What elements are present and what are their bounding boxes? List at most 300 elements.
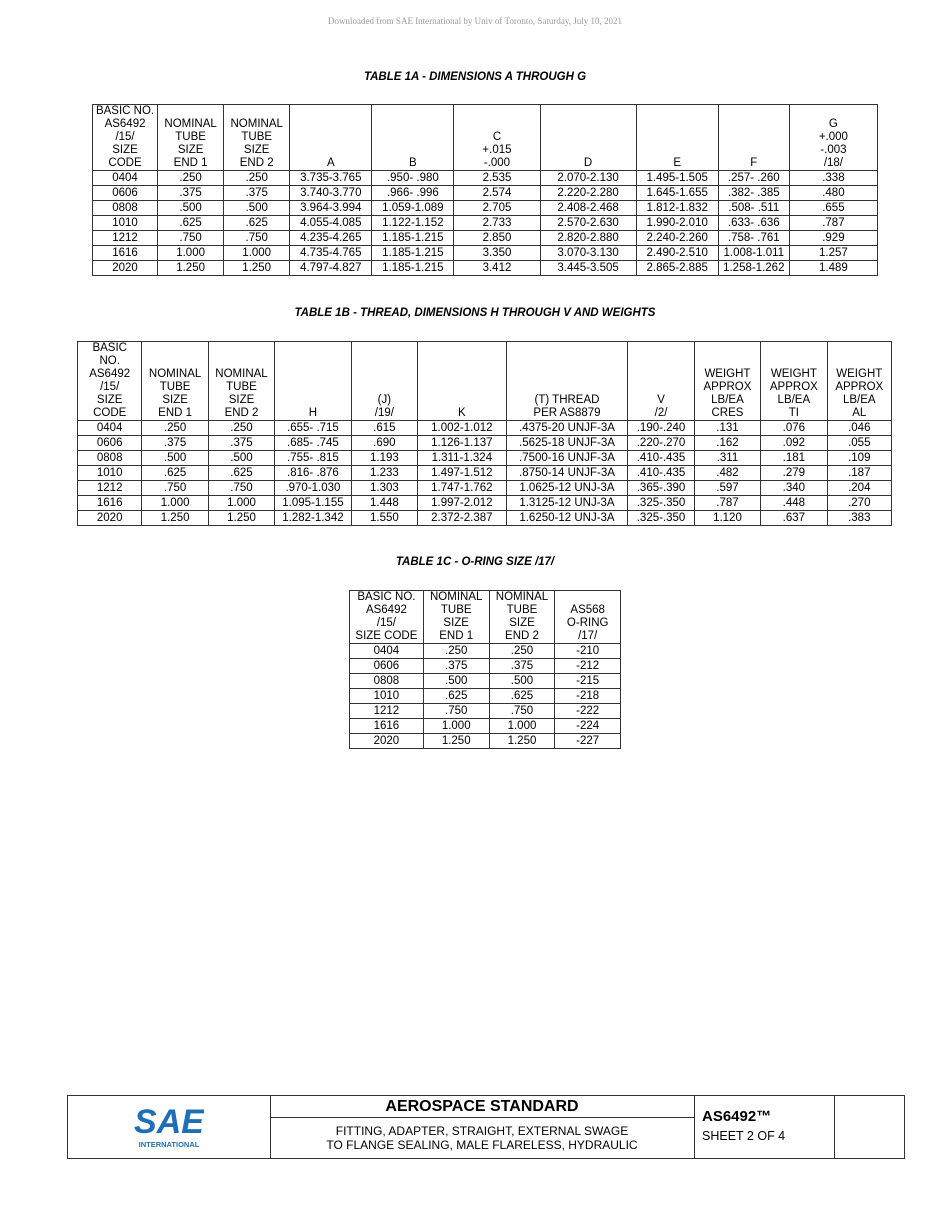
table-cell: 2.570-2.630 <box>540 216 636 231</box>
table-cell: .325-.350 <box>628 511 694 526</box>
column-header-line: /15/ <box>100 381 120 393</box>
sae-logo-subtext: INTERNATIONAL <box>138 1140 200 1149</box>
column-header <box>789 105 877 171</box>
table-cell: 3.735-3.765 <box>290 171 372 186</box>
table-cell: .655- .715 <box>275 421 351 436</box>
table-cell: .637 <box>761 511 827 526</box>
table-cell: 0606 <box>93 186 158 201</box>
table-cell: .375 <box>489 659 555 674</box>
table-1b <box>77 341 892 526</box>
table-cell: .500 <box>158 201 224 216</box>
column-header-line: CODE <box>108 157 142 169</box>
table-cell: .204 <box>827 481 891 496</box>
column-header <box>628 342 694 421</box>
table-cell: .257- .260 <box>718 171 789 186</box>
table-row <box>350 719 621 734</box>
column-header-line: -.000 <box>483 157 511 169</box>
table-cell: 0808 <box>93 201 158 216</box>
table-cell: .410-.435 <box>628 451 694 466</box>
table-cell: 1.282-1.342 <box>275 511 351 526</box>
table-cell: 1.645-1.655 <box>636 186 718 201</box>
column-header <box>540 105 636 171</box>
column-header-line: K <box>458 407 466 419</box>
table-cell: .311 <box>694 451 760 466</box>
column-header-line: NO. <box>99 355 120 367</box>
table-cell: 4.235-4.265 <box>290 231 372 246</box>
column-header <box>93 105 158 171</box>
table-cell: .500 <box>489 674 555 689</box>
table-row <box>350 689 621 704</box>
table-cell: .190-.240 <box>628 421 694 436</box>
column-header-line: NOMINAL <box>164 118 217 130</box>
column-header <box>636 105 718 171</box>
column-header-line: WEIGHT <box>770 368 817 380</box>
table-cell: 0808 <box>78 451 142 466</box>
column-header-line: APPROX <box>769 381 818 393</box>
column-header-line: TUBE <box>241 131 273 143</box>
column-header-line: (T) THREAD <box>534 394 600 406</box>
table-cell: .375 <box>208 436 274 451</box>
table-cell: .615 <box>351 421 417 436</box>
column-header-line: NOMINAL <box>430 591 483 603</box>
table-cell: 1.250 <box>208 511 274 526</box>
table-cell: 1.0625-12 UNJ-3A <box>506 481 628 496</box>
table-cell: 1.122-1.152 <box>372 216 454 231</box>
column-header-line: END 2 <box>505 630 539 642</box>
column-header-line: NOMINAL <box>215 368 268 380</box>
table-cell: 0606 <box>78 436 142 451</box>
table-cell: -218 <box>555 689 621 704</box>
table-cell: 1.095-1.155 <box>275 496 351 511</box>
table-cell: 3.964-3.994 <box>290 201 372 216</box>
table-cell: .929 <box>789 231 877 246</box>
table-cell: .500 <box>142 451 208 466</box>
table-cell: .750 <box>208 481 274 496</box>
sheet-number: SHEET 2 OF 4 <box>702 1129 786 1143</box>
table-cell: 1212 <box>78 481 142 496</box>
column-header-line: BASIC <box>92 342 127 354</box>
table-cell: 1.747-1.762 <box>418 481 507 496</box>
table-cell: .270 <box>827 496 891 511</box>
table-cell: 2.705 <box>454 201 540 216</box>
table-1b-header-row <box>78 342 892 421</box>
description-line-1: FITTING, ADAPTER, STRAIGHT, EXTERNAL SWAGE <box>335 1124 629 1138</box>
column-header <box>555 591 621 644</box>
column-header <box>506 342 628 421</box>
table-cell: 2.733 <box>454 216 540 231</box>
column-header <box>351 342 417 421</box>
table-cell: 1.185-1.215 <box>372 231 454 246</box>
table-cell: 1.250 <box>142 511 208 526</box>
column-header-line: SIZE <box>162 394 188 406</box>
table-cell: .750 <box>158 231 224 246</box>
table-row <box>350 674 621 689</box>
document-number-cell <box>694 1096 835 1158</box>
title-block <box>67 1095 905 1159</box>
column-header-line: BASIC NO. <box>95 105 155 117</box>
column-header-line: A <box>326 157 335 169</box>
table-cell: .338 <box>789 171 877 186</box>
table-cell: 1010 <box>78 466 142 481</box>
table-cell: 1.812-1.832 <box>636 201 718 216</box>
table-cell: .480 <box>789 186 877 201</box>
column-header-line: TI <box>788 407 799 419</box>
table-cell: .162 <box>694 436 760 451</box>
table-cell: 1.990-2.010 <box>636 216 718 231</box>
table-cell: .375 <box>423 659 489 674</box>
document-description <box>270 1118 694 1152</box>
table-cell: 1.000 <box>423 719 489 734</box>
column-header-line: D <box>583 157 593 169</box>
table-cell: .482 <box>694 466 760 481</box>
table-cell: 2.850 <box>454 231 540 246</box>
table-cell: 1.258-1.262 <box>718 261 789 276</box>
column-header-line: LB/EA <box>777 394 811 406</box>
column-header-line: G <box>828 118 838 130</box>
column-header-line: TUBE <box>175 131 206 143</box>
table-cell: 1.489 <box>789 261 877 276</box>
table-cell: .625 <box>158 216 224 231</box>
table-cell: .750 <box>489 704 555 719</box>
column-header-line: TUBE <box>226 381 257 393</box>
title-main-cell <box>270 1096 695 1158</box>
table-cell: 1.193 <box>351 451 417 466</box>
table-cell: 2020 <box>350 734 424 749</box>
column-header-line: V <box>657 394 665 406</box>
table-cell: .966- .996 <box>372 186 454 201</box>
table-cell: 1.250 <box>489 734 555 749</box>
column-header <box>423 591 489 644</box>
table-cell: 2.865-2.885 <box>636 261 718 276</box>
table-1c-header-row <box>350 591 621 644</box>
table-cell: 3.740-3.770 <box>290 186 372 201</box>
column-header-line: SIZE CODE <box>355 630 418 642</box>
table-row <box>78 481 892 496</box>
table-cell: .625 <box>489 689 555 704</box>
column-header <box>694 342 760 421</box>
table-1a-header-row <box>93 105 878 171</box>
column-header-line: AS568 <box>570 604 605 616</box>
column-header-line: TUBE <box>159 381 191 393</box>
table-cell: 1616 <box>78 496 142 511</box>
table-cell: 1.000 <box>142 496 208 511</box>
table-cell: .950- .980 <box>372 171 454 186</box>
table-cell: 2.220-2.280 <box>540 186 636 201</box>
table-cell: .787 <box>694 496 760 511</box>
table-cell: 1.495-1.505 <box>636 171 718 186</box>
table-row <box>93 231 878 246</box>
table-cell: .750 <box>224 231 290 246</box>
column-header-line: APPROX <box>703 381 752 393</box>
table-cell: 2.240-2.260 <box>636 231 718 246</box>
table-cell: .633- .636 <box>718 216 789 231</box>
table-row <box>93 261 878 276</box>
column-header-line: SIZE <box>243 144 270 156</box>
column-header <box>158 105 224 171</box>
table-cell: 1212 <box>93 231 158 246</box>
table-cell: 1.257 <box>789 246 877 261</box>
table-row <box>78 436 892 451</box>
table-cell: 2.070-2.130 <box>540 171 636 186</box>
download-watermark: Downloaded from SAE International by Univ of Toronto, Saturday, July 10, 2021 <box>327 16 623 26</box>
table-row <box>350 644 621 659</box>
column-header-line: AS6492 <box>365 604 407 616</box>
table-cell: 1616 <box>350 719 424 734</box>
table-cell: .250 <box>423 644 489 659</box>
table-cell: .758- .761 <box>718 231 789 246</box>
column-header-line: APPROX <box>835 381 884 393</box>
table-row <box>93 246 878 261</box>
table-cell: 2020 <box>78 511 142 526</box>
table-row <box>78 511 892 526</box>
table-cell: .250 <box>489 644 555 659</box>
column-header-line: AL <box>852 407 867 419</box>
column-header <box>827 342 891 421</box>
table-cell: 1.448 <box>351 496 417 511</box>
table-cell: 1.550 <box>351 511 417 526</box>
table-row <box>78 466 892 481</box>
column-header <box>224 105 290 171</box>
table-cell: .4375-20 UNJF-3A <box>506 421 628 436</box>
table-row <box>78 421 892 436</box>
table-cell: -210 <box>555 644 621 659</box>
table-cell: .375 <box>158 186 224 201</box>
table-cell: 0404 <box>78 421 142 436</box>
table-cell: .750 <box>423 704 489 719</box>
table-cell: .625 <box>208 466 274 481</box>
table-cell: 1.120 <box>694 511 760 526</box>
table-row <box>93 216 878 231</box>
table-cell: 1.250 <box>224 261 290 276</box>
table-1a <box>92 104 878 276</box>
table-cell: 1.997-2.012 <box>418 496 507 511</box>
table-cell: 2.535 <box>454 171 540 186</box>
table-1c <box>349 590 621 749</box>
column-header-line: WEIGHT <box>836 368 883 380</box>
column-header-line: WEIGHT <box>704 368 751 380</box>
table-row <box>93 171 878 186</box>
column-header-line: /19/ <box>374 407 394 419</box>
column-header-line: SIZE <box>443 617 469 629</box>
column-header-line: SIZE <box>509 617 535 629</box>
table-cell: .508- .511 <box>718 201 789 216</box>
column-header <box>761 342 827 421</box>
table-cell: 1.497-1.512 <box>418 466 507 481</box>
table-cell: 0404 <box>350 644 424 659</box>
table-cell: .382- .385 <box>718 186 789 201</box>
table-cell: 3.070-3.130 <box>540 246 636 261</box>
table-cell: .109 <box>827 451 891 466</box>
sae-logo-text: SAE <box>134 1103 204 1141</box>
column-header-line: +.015 <box>482 144 512 156</box>
column-header-line: CRES <box>711 407 744 419</box>
table-cell: 2.574 <box>454 186 540 201</box>
table-cell: .970-1.030 <box>275 481 351 496</box>
table-row <box>93 186 878 201</box>
table-cell: .755- .815 <box>275 451 351 466</box>
column-header-line: LB/EA <box>711 394 744 406</box>
table-cell: 1010 <box>350 689 424 704</box>
table-cell: .055 <box>827 436 891 451</box>
table-cell: .181 <box>761 451 827 466</box>
table-cell: 0606 <box>350 659 424 674</box>
table-cell: .500 <box>224 201 290 216</box>
table-cell: 4.055-4.085 <box>290 216 372 231</box>
table-row <box>78 496 892 511</box>
table-cell: -215 <box>555 674 621 689</box>
column-header-line: END 1 <box>158 407 193 419</box>
column-header-line: SIZE <box>96 394 123 406</box>
table-row <box>93 201 878 216</box>
table-cell: 2020 <box>93 261 158 276</box>
table-cell: .787 <box>789 216 877 231</box>
column-header-line: NOMINAL <box>495 591 549 603</box>
column-header <box>275 342 351 421</box>
table-cell: 1010 <box>93 216 158 231</box>
table-cell: .750 <box>142 481 208 496</box>
table-cell: 1.059-1.089 <box>372 201 454 216</box>
table-cell: .500 <box>208 451 274 466</box>
column-header-line: PER AS8879 <box>533 407 601 419</box>
table-cell: -212 <box>555 659 621 674</box>
table-cell: .375 <box>142 436 208 451</box>
column-header-line: END 2 <box>239 157 274 169</box>
table-cell: .448 <box>761 496 827 511</box>
table-cell: 3.445-3.505 <box>540 261 636 276</box>
column-header <box>208 342 274 421</box>
table-cell: .500 <box>423 674 489 689</box>
table-cell: 1.000 <box>158 246 224 261</box>
column-header <box>78 342 142 421</box>
column-header-line: /15/ <box>115 131 135 143</box>
column-header-line: CODE <box>93 407 127 419</box>
table-cell: .8750-14 UNJF-3A <box>506 466 628 481</box>
table-cell: 1.233 <box>351 466 417 481</box>
table-cell: .383 <box>827 511 891 526</box>
table-cell: 2.408-2.468 <box>540 201 636 216</box>
column-header-line: LB/EA <box>842 394 876 406</box>
column-header-line: SIZE <box>177 144 204 156</box>
table-cell: .187 <box>827 466 891 481</box>
table-1a-title: TABLE 1A - DIMENSIONS A THROUGH G <box>363 71 587 83</box>
table-row <box>350 704 621 719</box>
table-cell: .685- .745 <box>275 436 351 451</box>
column-header-line: /18/ <box>823 157 843 169</box>
table-cell: 1616 <box>93 246 158 261</box>
table-cell: .625 <box>142 466 208 481</box>
table-cell: .7500-16 UNJF-3A <box>506 451 628 466</box>
table-cell: .220-.270 <box>628 436 694 451</box>
table-cell: 1.250 <box>158 261 224 276</box>
column-header-line: +.000 <box>818 131 848 143</box>
table-cell: -222 <box>555 704 621 719</box>
table-cell: 1.000 <box>489 719 555 734</box>
table-cell: 0808 <box>350 674 424 689</box>
table-cell: .325-.350 <box>628 496 694 511</box>
table-cell: .279 <box>761 466 827 481</box>
column-header <box>418 342 507 421</box>
column-header <box>290 105 372 171</box>
table-cell: .046 <box>827 421 891 436</box>
column-header <box>718 105 789 171</box>
table-cell: -227 <box>555 734 621 749</box>
table-row <box>350 734 621 749</box>
table-cell: 1.6250-12 UNJ-3A <box>506 511 628 526</box>
column-header-line: SIZE <box>112 144 138 156</box>
document-number: AS6492™ <box>702 1108 772 1125</box>
column-header-line: TUBE <box>440 604 472 616</box>
column-header-line: /15/ <box>376 617 396 629</box>
table-cell: 3.412 <box>454 261 540 276</box>
sae-logo <box>134 1101 204 1151</box>
column-header-line: AS6492 <box>104 118 146 130</box>
table-cell: .655 <box>789 201 877 216</box>
column-header-line: END 2 <box>224 407 259 419</box>
column-header-line: TUBE <box>506 604 538 616</box>
table-cell: .816- .876 <box>275 466 351 481</box>
table-cell: 4.797-4.827 <box>290 261 372 276</box>
table-row <box>78 451 892 466</box>
table-cell: .5625-18 UNJF-3A <box>506 436 628 451</box>
table-cell: 1212 <box>350 704 424 719</box>
column-header-line: NOMINAL <box>148 368 202 380</box>
column-header <box>350 591 424 644</box>
table-cell: 1.000 <box>208 496 274 511</box>
table-cell: .250 <box>142 421 208 436</box>
table-cell: 1.000 <box>224 246 290 261</box>
table-1b-title: TABLE 1B - THREAD, DIMENSIONS H THROUGH V AND WEIGHTS <box>294 307 656 319</box>
column-header-line: B <box>409 157 417 169</box>
table-cell: .375 <box>224 186 290 201</box>
column-header-line: (J) <box>377 394 392 406</box>
table-cell: 1.3125-12 UNJ-3A <box>506 496 628 511</box>
table-cell: .076 <box>761 421 827 436</box>
column-header <box>142 342 208 421</box>
table-cell: .365-.390 <box>628 481 694 496</box>
table-cell: .131 <box>694 421 760 436</box>
column-header-line: /2/ <box>654 407 668 419</box>
table-cell: .690 <box>351 436 417 451</box>
column-header-line: BASIC NO. <box>357 591 416 603</box>
table-cell: 0404 <box>93 171 158 186</box>
logo-cell <box>68 1096 271 1158</box>
table-cell: 1.008-1.011 <box>718 246 789 261</box>
column-header-line: /17/ <box>578 630 598 642</box>
table-cell: .625 <box>423 689 489 704</box>
table-1c-title: TABLE 1C - O-RING SIZE /17/ <box>395 556 555 568</box>
column-header-line: SIZE <box>228 394 255 406</box>
column-header-line: END 1 <box>439 630 474 642</box>
table-cell: 1.311-1.324 <box>418 451 507 466</box>
table-row <box>350 659 621 674</box>
table-cell: .597 <box>694 481 760 496</box>
standard-heading: AEROSPACE STANDARD <box>270 1096 694 1118</box>
table-cell: .250 <box>158 171 224 186</box>
table-cell: 1.250 <box>423 734 489 749</box>
table-cell: 1.002-1.012 <box>418 421 507 436</box>
table-cell: 1.185-1.215 <box>372 246 454 261</box>
column-header <box>454 105 540 171</box>
column-header-line: O-RING <box>566 617 609 629</box>
table-cell: .250 <box>208 421 274 436</box>
column-header-line: END 1 <box>173 157 208 169</box>
table-cell: .250 <box>224 171 290 186</box>
table-cell: 1.126-1.137 <box>418 436 507 451</box>
table-cell: 2.372-2.387 <box>418 511 507 526</box>
column-header-line: NOMINAL <box>230 118 283 130</box>
table-cell: 2.820-2.880 <box>540 231 636 246</box>
column-header-line: AS6492 <box>89 368 131 380</box>
